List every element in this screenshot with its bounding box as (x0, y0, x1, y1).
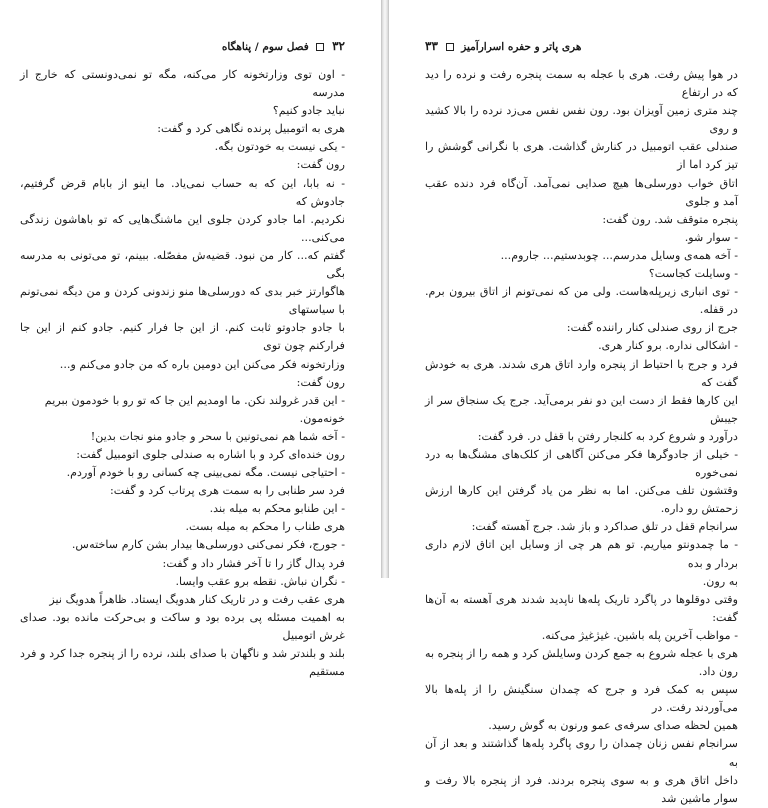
text-line: - احتیاجی نیست. مگه نمی‌بینی چه کسانی رو با خودم آوردم. (66, 466, 345, 480)
text-line: رون خنده‌ای کرد و با اشاره به صندلی جلوی اتومبیل گفت: (76, 447, 345, 461)
text-line: فرد سر طنابی را به سمت هری پرتاب کرد و گفت: (110, 484, 345, 498)
text-line: - این طنابو محکم به میله بند. (209, 502, 345, 516)
text-line: رون گفت: (296, 158, 345, 172)
text-line: هاگوارتز خبر بدی که دورسلی‌ها منو زندونی کردن و من دیگه نمی‌تونم با سیاستهای (20, 285, 345, 317)
text-line: - نه بابا، این که به حساب نمی‌یاد. ما اینو از بابام قرض گرفتیم، جادوش که (20, 176, 345, 208)
text-line: فرد و جرج با احتیاط از پنجره وارد اتاق هری شدند. هری به خودش گفت که (425, 357, 738, 389)
text-line: وقتشون تلف می‌کنن. اما به نظر من یاد گرفتن این کارها ارزش زحمتش رو داره. (425, 484, 738, 516)
text-line: وقتی دوقلوها در پاگرد تاریک پله‌ها ناپدید شدند هری آهسته به آن‌ها گفت: (425, 592, 738, 624)
text-line: درآورد و شروع کرد به کلنجار رفتن با قفل در. فرد گفت: (477, 429, 738, 443)
text-line: به رون. (702, 574, 738, 588)
text-line: - آخه همه‌ی وسایل مدرسم... چوبدستیم... جاروم... (500, 248, 738, 262)
text-line: سرانجام نفس زنان چمدان را روی پاگرد پله‌ها گذاشتند و بعد از آن به (425, 737, 738, 769)
text-line: بلند و بلندتر شد و ناگهان با صدای بلند، نرده را از پنجره جدا کرد و فرد مستقیم (20, 647, 345, 679)
right-page-number-group (425, 39, 581, 53)
text-line: اتاق خواب دورسلی‌ها هیچ صدایی نمی‌آمد. آن‌گاه فرد دنده عقب آمد و جلوی (425, 176, 738, 208)
text-line: جرج از روی صندلی کنار راننده گفت: (566, 321, 738, 335)
text-line: خونه‌مون. (299, 411, 345, 425)
text-line: رون گفت: (296, 375, 345, 389)
text-line: - مواظب آخرین پله باشین. غیژغیژ می‌کنه. (541, 628, 738, 642)
text-line: فرد پدال گاز را تا آخر فشار داد و گفت: (162, 556, 345, 570)
text-line: - ما چمدونتو میاریم. تو هم هر چی از وسایل این اتاق لازم داری بردار و بده (425, 538, 738, 570)
text-line: - اشکالی نداره. برو کنار هری. (598, 339, 738, 353)
text-line: - یکی نیست به خودتون بگه. (214, 140, 345, 154)
left-page-number-group (222, 39, 345, 53)
left-page-title: فصل سوم / پناهگاه (221, 41, 309, 53)
text-line: - خیلی از جادوگرها فکر می‌کنن آگاهی از کلک‌های مشنگ‌ها به درد نمی‌خوره (425, 447, 738, 480)
text-line: این کارها فقط از دست این دو نفر برمی‌آید. جرج یک سنجاق سر از جیبش (425, 393, 738, 425)
text-line: - آخه شما هم نمی‌تونین با سحر و جادو منو نجات بدین! (90, 429, 345, 443)
text-line: - نگران نباش. نقطه برو عقب وایسا. (175, 574, 345, 588)
text-line: داخل اتاق هری و به سوی پنجره بردند. فرد از پنجره بالا رفت و سوار ماشین شد (425, 773, 738, 805)
left-page (0, 0, 381, 679)
text-line: هری عقب رفت و در تاریک کنار هدویگ ایستاد. ظاهراً هدویگ نیز (49, 592, 345, 606)
text-line: پنجره متوقف شد. رون گفت: (602, 212, 738, 226)
text-line: در هوا پیش رفت. هری با عجله به سمت پنجره رفت و نرده را دید که در ارتفاع (425, 68, 738, 100)
header-square-icon (316, 43, 324, 51)
text-line: وزارتخونه فکر می‌کنن این دومین باره که من جادو می‌کنم و... (59, 357, 345, 371)
text-line: - جورج، فکر نمی‌کنی دورسلی‌ها بیدار بشن کارم ساخته‌س. (71, 538, 345, 552)
left-page-number: ۳۲ (332, 39, 345, 53)
right-page (387, 0, 768, 805)
header-square-icon (446, 43, 454, 51)
text-line: چند متری زمین آویزان بود. رون نفس نفس می‌زد نرده را بالا کشید و روی (425, 104, 738, 136)
text-line: نکردیم. اما جادو کردن جلوی این ماشنگ‌هایی که تو باهاشون زندگی می‌کنی... (20, 212, 345, 244)
text-line: گفتم که... کار من نبود. قضیه‌ش مفصّله. ببینم، تو می‌تونی به مدرسه بگی (20, 248, 345, 281)
text-line: - وسایلت کجاست؟ (648, 267, 738, 281)
text-line: - سوار شو. (684, 230, 738, 244)
text-line: سپس به کمک فرد و جرج که چمدان سنگینش را از پله‌ها بالا می‌آوردند رفت. در (425, 683, 738, 715)
text-line: - توی انباری زیرپله‌هاست. ولی من که نمی‌تونم از اتاق بیرون برم. در قفله. (425, 285, 738, 317)
text-line: - این قدر غرولند نکن. ما اومدیم این جا که تو رو با خودمون ببریم (44, 393, 345, 407)
right-page-title: هری پاتر و حفره اسرارآمیز (461, 41, 582, 53)
text-line: هری به اتومبیل پرنده نگاهی کرد و گفت: (157, 122, 345, 136)
text-line: به اهمیت مسئله پی برده بود و ساکت و بی‌حرکت مانده بود. صدای غرش اتومبیل (20, 610, 345, 642)
right-page-header (425, 38, 738, 54)
text-line: همین لحظه صدای سرفه‌ی عمو ورنون به گوش رسید. (488, 719, 738, 733)
text-line: - اون توی وزارتخونه کار می‌کنه، مگه تو نمی‌دونستی که خارج از مدرسه (20, 68, 345, 100)
text-line: نباید جادو کنیم؟ (272, 104, 345, 118)
text-line: سرانجام قفل در تلق صداکرد و باز شد. جرج آهسته گفت: (471, 520, 738, 534)
left-page-text (20, 66, 345, 681)
right-page-number: ۳۳ (425, 39, 438, 53)
text-line: با جادو جادوتو ثابت کنم. از این جا فرار کنیم. جادو کنم از این جا فرارکنم چون توی (20, 321, 345, 353)
text-line: هری با عجله شروع به جمع کردن وسایلش کرد و همه را از پنجره به رون داد. (425, 647, 738, 679)
text-line: هری طناب را محکم به میله بست. (185, 520, 345, 534)
text-line: صندلی عقب اتومبیل در کنارش گذاشت. هری با نگرانی گوشش را تیز کرد اما از (425, 140, 738, 172)
left-page-header (20, 38, 345, 54)
right-page-text (425, 66, 738, 808)
